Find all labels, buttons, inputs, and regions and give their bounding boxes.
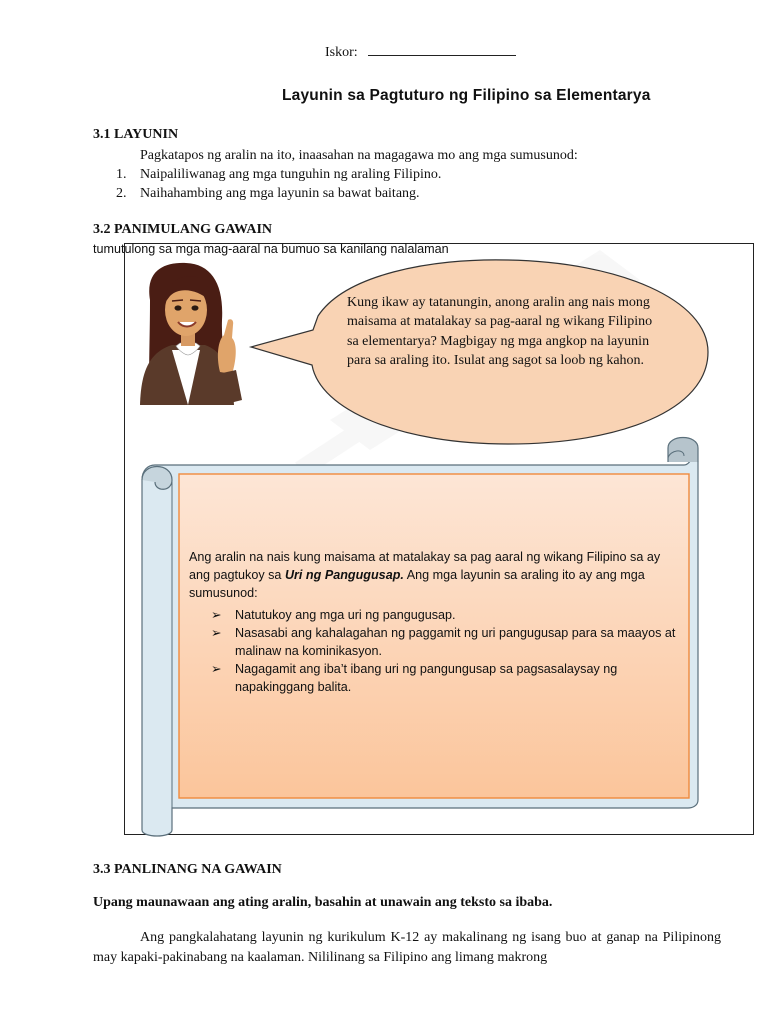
list-text: Naihahambing ang mga layunin sa bawat baitang.: [140, 186, 420, 201]
answer-text[interactable]: [189, 548, 684, 696]
section-2-subtitle: tumutulong sa mga mag-aaral na bumuo sa kanilang nalalaman: [93, 242, 449, 256]
section-2-heading: 3.2 PANIMULANG GAWAIN: [93, 222, 273, 237]
answer-bullet-list: [189, 606, 684, 696]
list-text: Naipaliliwanag ang mga tunguhin ng araling Filipino.: [140, 167, 442, 182]
arrow-bullet-icon: ➢: [211, 608, 222, 622]
answer-intro: Ang aralin na nais kung maisama at matalakay sa pag aaral ng wikang Filipino sa ay ang pagtukoy sa Uri ng Pangugusap. Ang mga layunin sa araling ito ay ang mga sumusunod:: [189, 550, 661, 600]
answer-emphasis: Uri ng Pangugusap.: [284, 568, 404, 582]
section-3-instruction: Upang maunawaan ang ating aralin, basahin at unawain ang teksto sa ibaba.: [93, 895, 553, 910]
list-item: ➢ Nagagamit ang iba’t ibang uri ng pangungusap sa pagsasalaysay ng napakinggang balita.: [211, 662, 618, 694]
bubble-prompt-text: Kung ikaw ay tatanungin, anong aralin ang nais mong maisama at matalakay sa pag-aaral ng wikang Filipino sa elementarya? Magbigay ng mga angkop na layunin para sa araling ito. Isulat ang sagot sa loob ng kahon.: [347, 295, 653, 369]
list-item: ➢ Nasasabi ang kahalagahan ng paggamit ng uri pangugusap para sa maayos at malinaw na kominikasyon.: [211, 626, 676, 658]
teacher-icon: [140, 263, 242, 405]
body-paragraph: Ang pangkalahatang layunin ng kurikulum K-12 ay makalinang ng isang buo at ganap na Pilipinong may kapaki-pakinabang na kaalaman. Nililinang sa Filipino ang limang makrong: [93, 930, 721, 965]
arrow-bullet-icon: ➢: [211, 626, 222, 640]
score-label: Iskor:: [325, 45, 358, 60]
section-1-intro: Pagkatapos ng aralin na ito, inaasahan na magagawa mo ang mga sumusunod:: [140, 148, 578, 163]
arrow-bullet-icon: ➢: [211, 662, 222, 676]
section-3-heading: 3.3 PANLINANG NA GAWAIN: [93, 862, 282, 877]
section-1-heading: 3.1 LAYUNIN: [93, 127, 179, 142]
document-title: Layunin sa Pagtuturo ng Filipino sa Elementarya: [282, 87, 651, 104]
list-number: 2.: [116, 186, 127, 201]
list-number: 1.: [116, 167, 127, 182]
list-item: ➢ Natutukoy ang mga uri ng pangugusap.: [211, 608, 456, 622]
